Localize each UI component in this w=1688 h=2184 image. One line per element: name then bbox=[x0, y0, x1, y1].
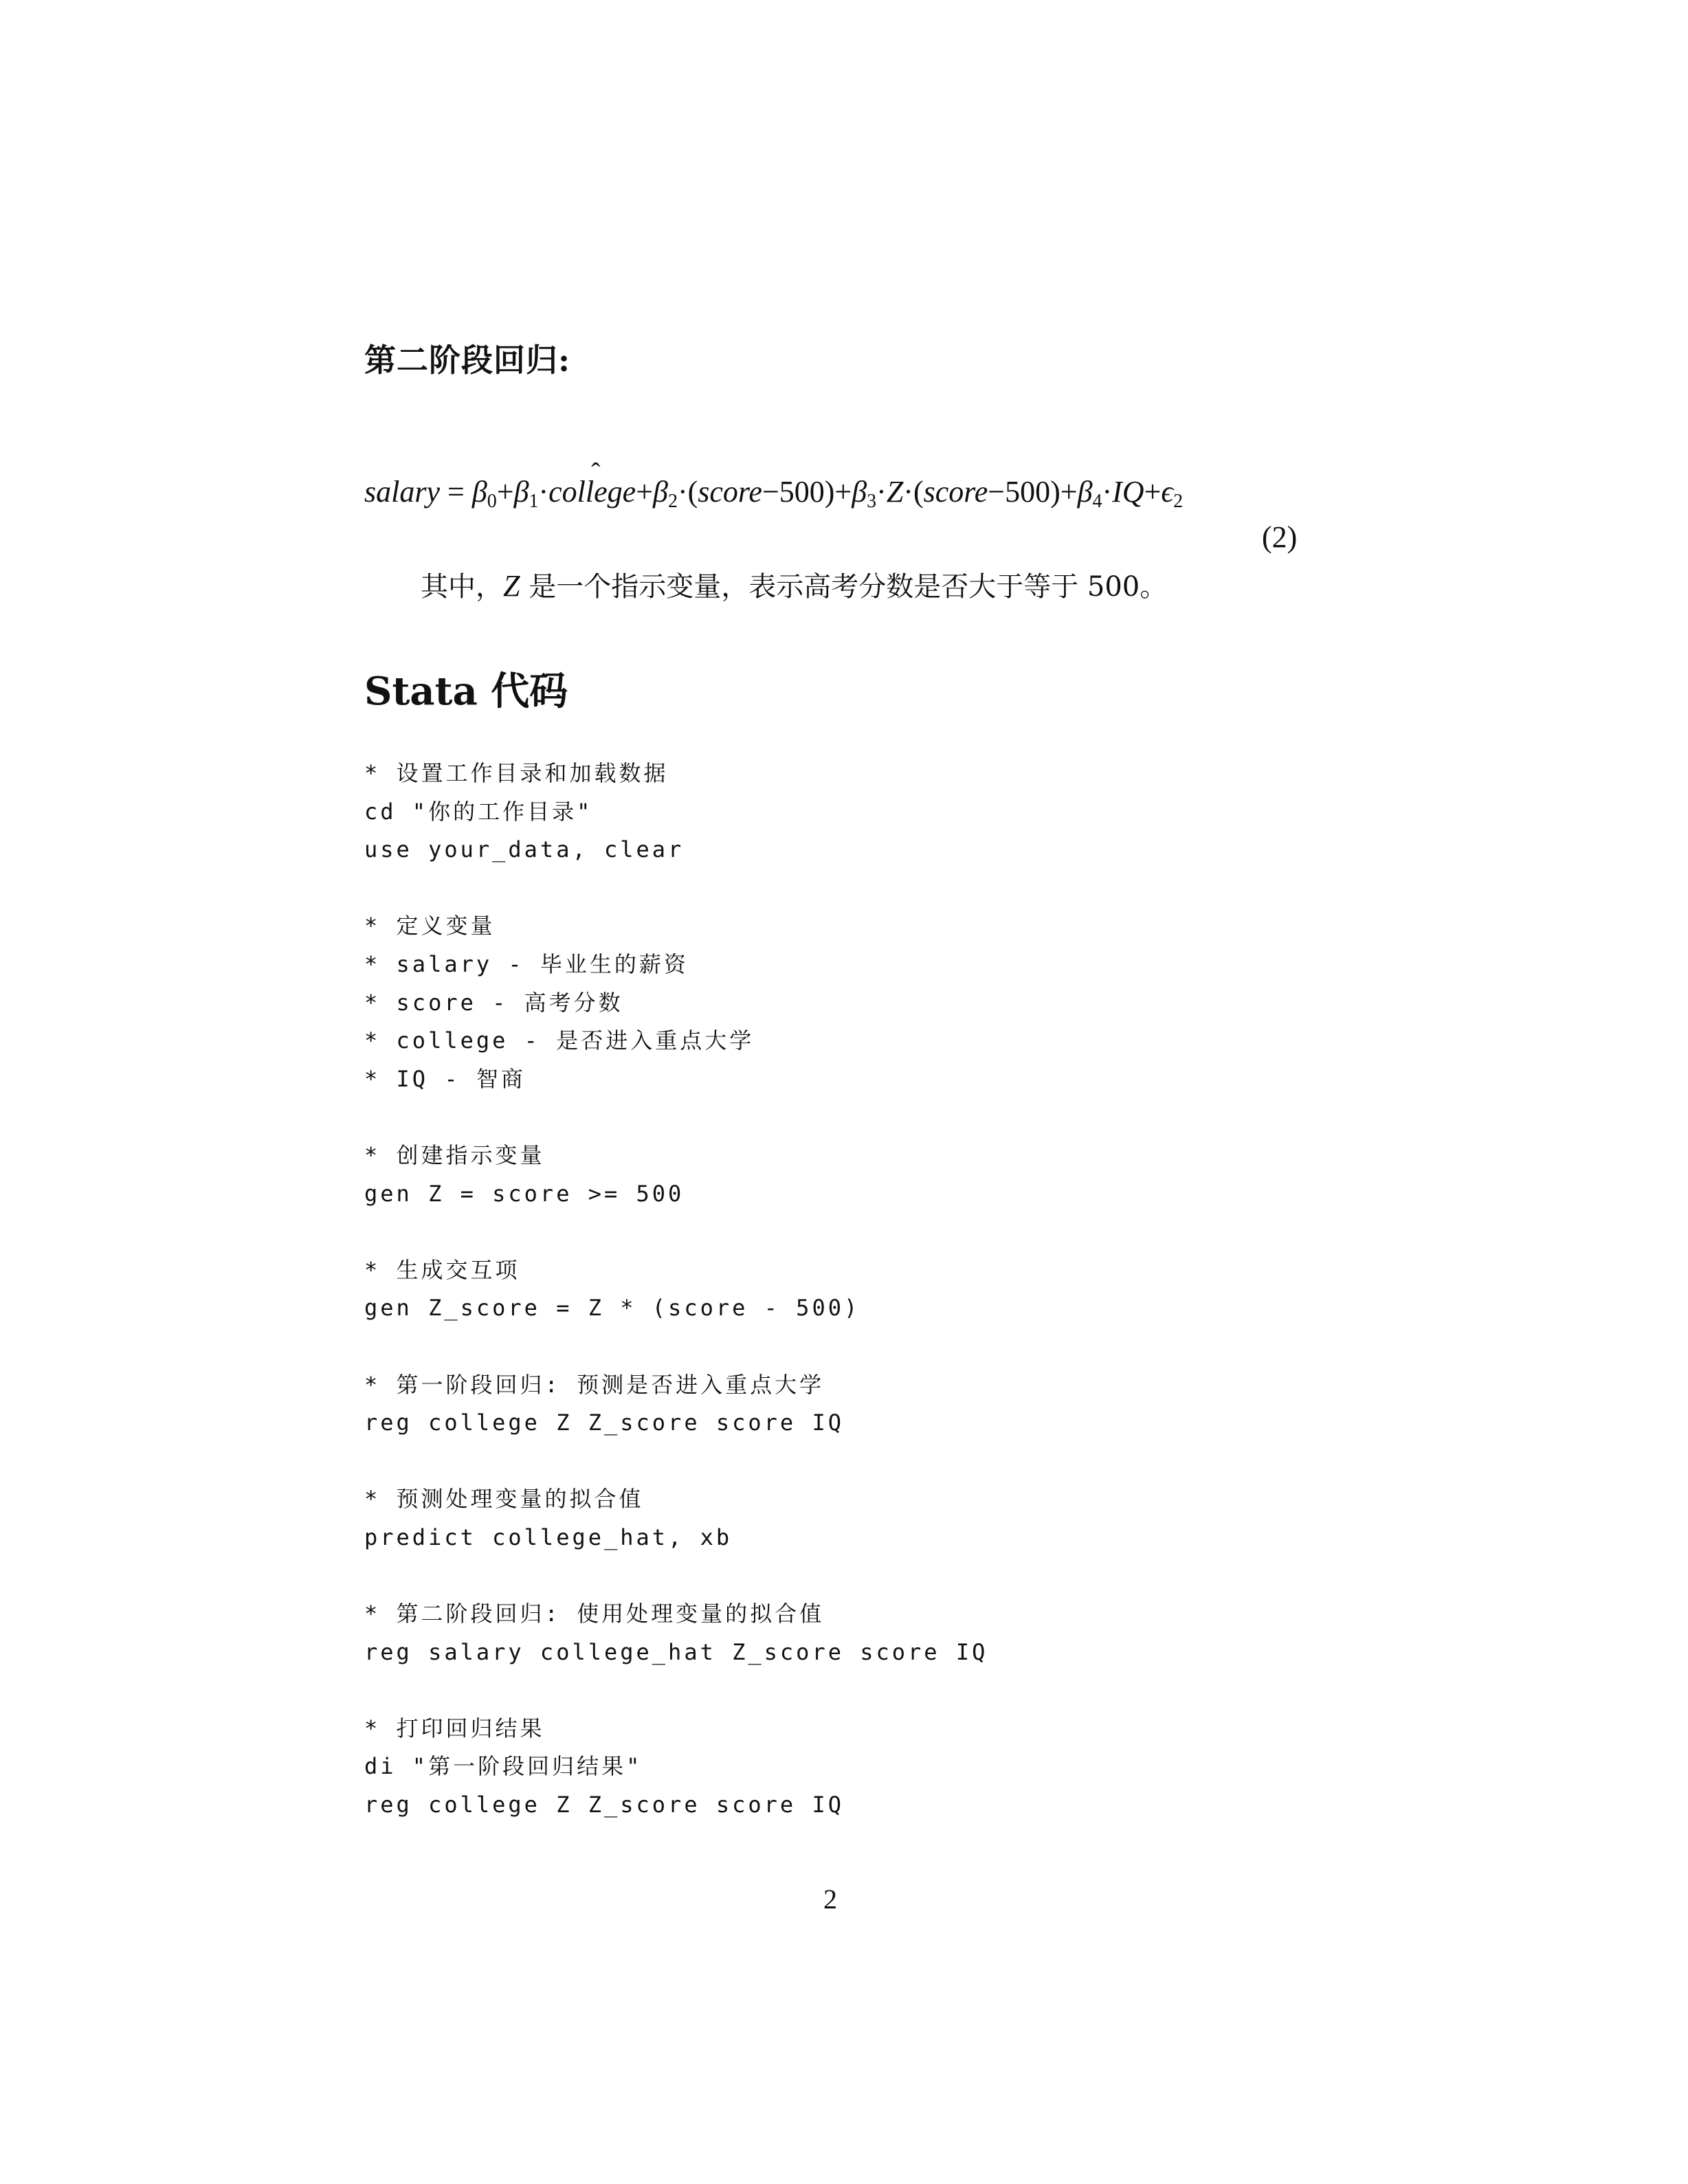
eq-z: Z bbox=[886, 475, 904, 509]
eq-college-hat: college ˆ bbox=[548, 474, 636, 509]
eq-minus-500: −500) bbox=[988, 475, 1060, 509]
eq-plus: + bbox=[496, 475, 514, 509]
code-line: cd "你的工作目录" bbox=[364, 798, 593, 825]
equation-second-stage bbox=[364, 474, 1299, 515]
eq-beta0-sub: 0 bbox=[487, 491, 497, 512]
code-comment-line: * salary - 毕业生的薪资 bbox=[364, 950, 689, 977]
eq-beta2: β bbox=[653, 475, 668, 509]
para-suffix: 是一个指示变量，表示高考分数是否大于等于 500。 bbox=[520, 571, 1168, 603]
code-comment-line: * 预测处理变量的拟合值 bbox=[364, 1486, 644, 1513]
code-line: di "第一阶段回归结果" bbox=[364, 1753, 643, 1780]
para-z: Z bbox=[503, 569, 520, 603]
eq-beta0: β bbox=[471, 475, 487, 509]
eq-beta4: β bbox=[1077, 475, 1093, 509]
code-comment-line: * 创建指示变量 bbox=[364, 1141, 545, 1168]
equation-number: (2) bbox=[1262, 520, 1298, 554]
code-line: reg college Z Z_score score IQ bbox=[364, 1409, 844, 1436]
code-comment-line: * 打印回归结果 bbox=[364, 1715, 545, 1741]
eq-dot: · bbox=[677, 475, 688, 509]
code-line: reg salary college_hat Z_score score IQ bbox=[364, 1638, 988, 1665]
code-comment-line: * 定义变量 bbox=[364, 913, 496, 939]
eq-equals: = bbox=[447, 475, 465, 509]
subheading-second-stage: 第二阶段回归: bbox=[364, 342, 570, 379]
code-line: use your_data, clear bbox=[364, 836, 685, 863]
code-comment-line: * 第二阶段回归: 使用处理变量的拟合值 bbox=[364, 1601, 825, 1627]
code-blank-line bbox=[364, 1328, 988, 1366]
eq-beta1: β bbox=[513, 475, 529, 509]
code-blank-line bbox=[364, 1671, 988, 1710]
eq-dot: · bbox=[538, 475, 549, 509]
paragraph-indicator-note bbox=[421, 565, 1167, 604]
code-comment-line: * IQ - 智商 bbox=[364, 1065, 526, 1092]
eq-epsilon-sub: 2 bbox=[1173, 491, 1184, 512]
code-blank-line bbox=[364, 869, 988, 908]
code-comment-line: * 设置工作目录和加载数据 bbox=[364, 760, 669, 786]
code-blank-line bbox=[364, 1213, 988, 1251]
eq-dot: · bbox=[876, 475, 887, 509]
code-blank-line bbox=[364, 1557, 988, 1595]
code-comment-line: * college - 是否进入重点大学 bbox=[364, 1027, 755, 1054]
eq-score: score bbox=[698, 475, 762, 509]
section-title-stata-code: Stata 代码 bbox=[364, 669, 568, 714]
eq-beta3: β bbox=[852, 475, 867, 509]
eq-beta2-sub: 2 bbox=[667, 491, 678, 512]
code-blank-line bbox=[364, 1442, 988, 1481]
eq-iq: IQ bbox=[1112, 475, 1144, 509]
eq-plus: + bbox=[1144, 475, 1162, 509]
code-blank-line bbox=[364, 1098, 988, 1137]
eq-beta3-sub: 3 bbox=[867, 491, 877, 512]
code-line: gen Z_score = Z * (score - 500) bbox=[364, 1295, 860, 1322]
page-number: 2 bbox=[823, 1884, 837, 1915]
code-line: predict college_hat, xb bbox=[364, 1524, 733, 1550]
eq-plus: + bbox=[1060, 475, 1078, 509]
code-comment-line: * 生成交互项 bbox=[364, 1256, 520, 1283]
code-block bbox=[364, 755, 988, 1825]
eq-dot: · bbox=[1102, 475, 1113, 509]
eq-paren: ( bbox=[913, 475, 924, 509]
eq-minus-500: −500) bbox=[762, 475, 835, 509]
eq-plus: + bbox=[834, 475, 852, 509]
code-line: gen Z = score >= 500 bbox=[364, 1180, 685, 1207]
para-prefix: 其中， bbox=[421, 571, 503, 603]
eq-plus: + bbox=[636, 475, 654, 509]
code-comment-line: * 第一阶段回归: 预测是否进入重点大学 bbox=[364, 1371, 825, 1398]
code-comment-line: * score - 高考分数 bbox=[364, 989, 623, 1016]
eq-score: score bbox=[923, 475, 988, 509]
eq-beta4-sub: 4 bbox=[1092, 491, 1102, 512]
eq-dot: · bbox=[903, 475, 913, 509]
eq-salary: salary bbox=[364, 475, 440, 509]
eq-paren: ( bbox=[687, 475, 698, 509]
code-line: reg college Z Z_score score IQ bbox=[364, 1792, 844, 1818]
eq-epsilon: ϵ bbox=[1161, 475, 1174, 509]
eq-beta1-sub: 1 bbox=[529, 491, 539, 512]
